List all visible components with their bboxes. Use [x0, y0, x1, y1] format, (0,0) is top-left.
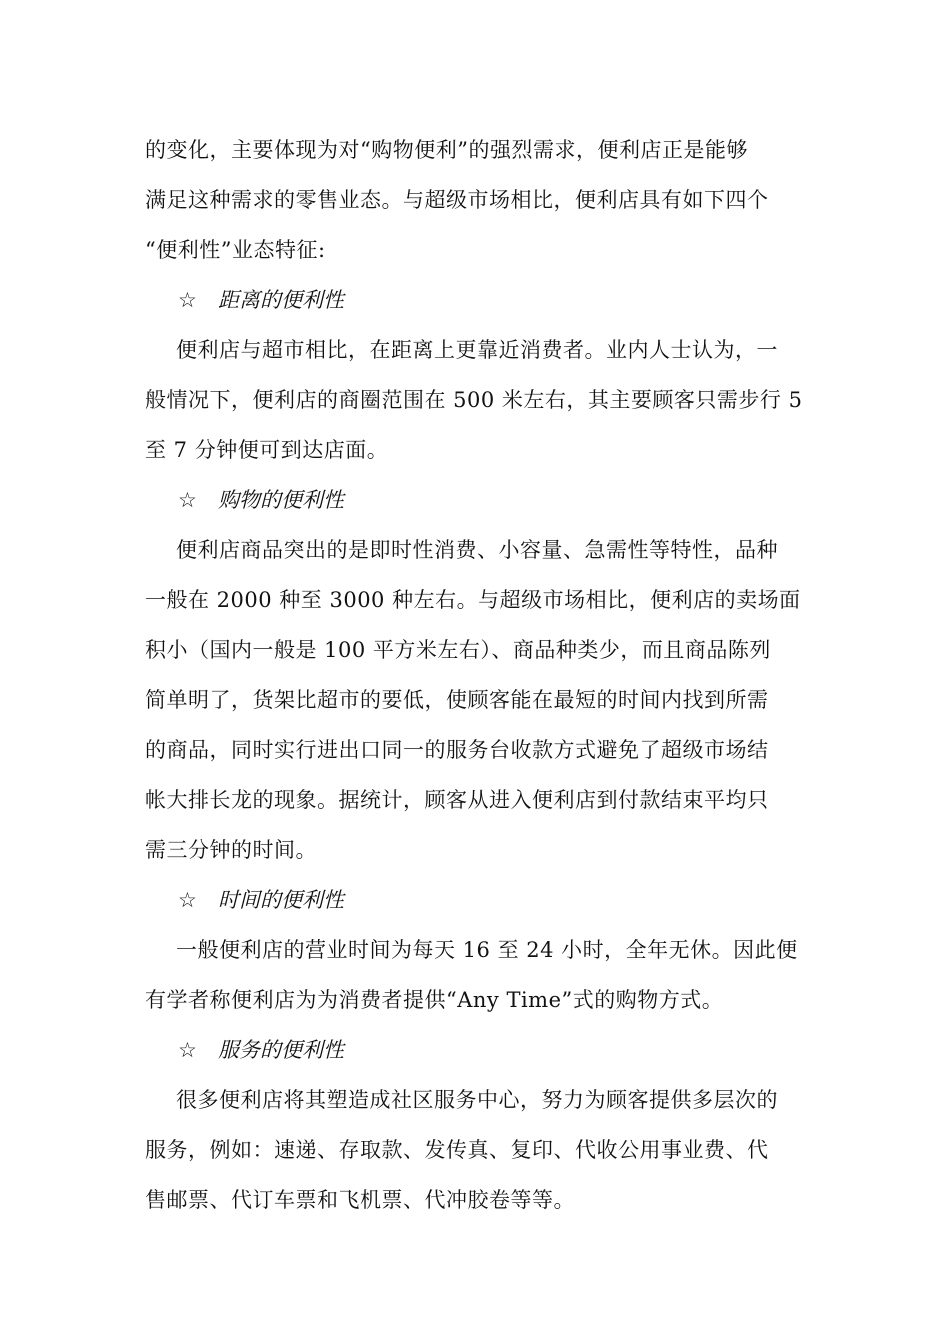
intro-line-2: 满足这种需求的零售业态。与超级市场相比，便利店具有如下四个: [145, 188, 769, 212]
paragraph-line: 简单明了，货架比超市的要低，使顾客能在最短的时间内找到所需: [145, 688, 769, 712]
star-icon: ☆: [178, 288, 197, 312]
section-heading-text: 服务的便利性: [218, 1038, 344, 1062]
paragraph-line: 的商品，同时实行进出口同一的服务台收款方式避免了超级市场结: [145, 738, 769, 762]
section-heading-text: 距离的便利性: [218, 288, 344, 312]
paragraph-line: 服务，例如：速递、存取款、发传真、复印、代收公用事业费、代: [145, 1138, 769, 1162]
paragraph-line: 有学者称便利店为为消费者提供“Any Time”式的购物方式。: [145, 988, 724, 1012]
paragraph-line: 帐大排长龙的现象。据统计，顾客从进入便利店到付款结束平均只: [145, 788, 769, 812]
star-icon: ☆: [178, 888, 197, 912]
paragraph-line: 便利店商品突出的是即时性消费、小容量、急需性等特性，品种: [176, 538, 778, 562]
section-heading-service: [178, 1034, 344, 1066]
paragraph-line: 至 7 分钟便可到达店面。: [145, 438, 389, 462]
paragraph-line: 般情况下，便利店的商圈范围在 500 米左右，其主要顾客只需步行 5: [145, 388, 803, 412]
intro-line-1: 的变化，主要体现为对“购物便利”的强烈需求，便利店正是能够: [145, 138, 748, 162]
intro-line-3: “便利性”业态特征:: [145, 238, 326, 262]
section-heading-text: 时间的便利性: [218, 888, 344, 912]
paragraph-line: 售邮票、代订车票和飞机票、代冲胶卷等等。: [145, 1188, 575, 1212]
paragraph-line: 一般在 2000 种至 3000 种左右。与超级市场相比，便利店的卖场面: [145, 588, 801, 612]
paragraph-line: 一般便利店的营业时间为每天 16 至 24 小时，全年无休。因此便: [176, 938, 798, 962]
paragraph-line: 积小（国内一般是 100 平方米左右）、商品种类少，而且商品陈列: [145, 638, 771, 662]
section-heading-shopping: [178, 484, 344, 516]
paragraph-line: 很多便利店将其塑造成社区服务中心，努力为顾客提供多层次的: [176, 1088, 778, 1112]
paragraph-line: 便利店与超市相比，在距离上更靠近消费者。业内人士认为，一: [176, 338, 778, 362]
section-heading-distance: [178, 284, 344, 316]
section-heading-text: 购物的便利性: [218, 488, 344, 512]
star-icon: ☆: [178, 488, 197, 512]
section-heading-time: [178, 884, 344, 916]
star-icon: ☆: [178, 1038, 197, 1062]
paragraph-line: 需三分钟的时间。: [145, 838, 317, 862]
